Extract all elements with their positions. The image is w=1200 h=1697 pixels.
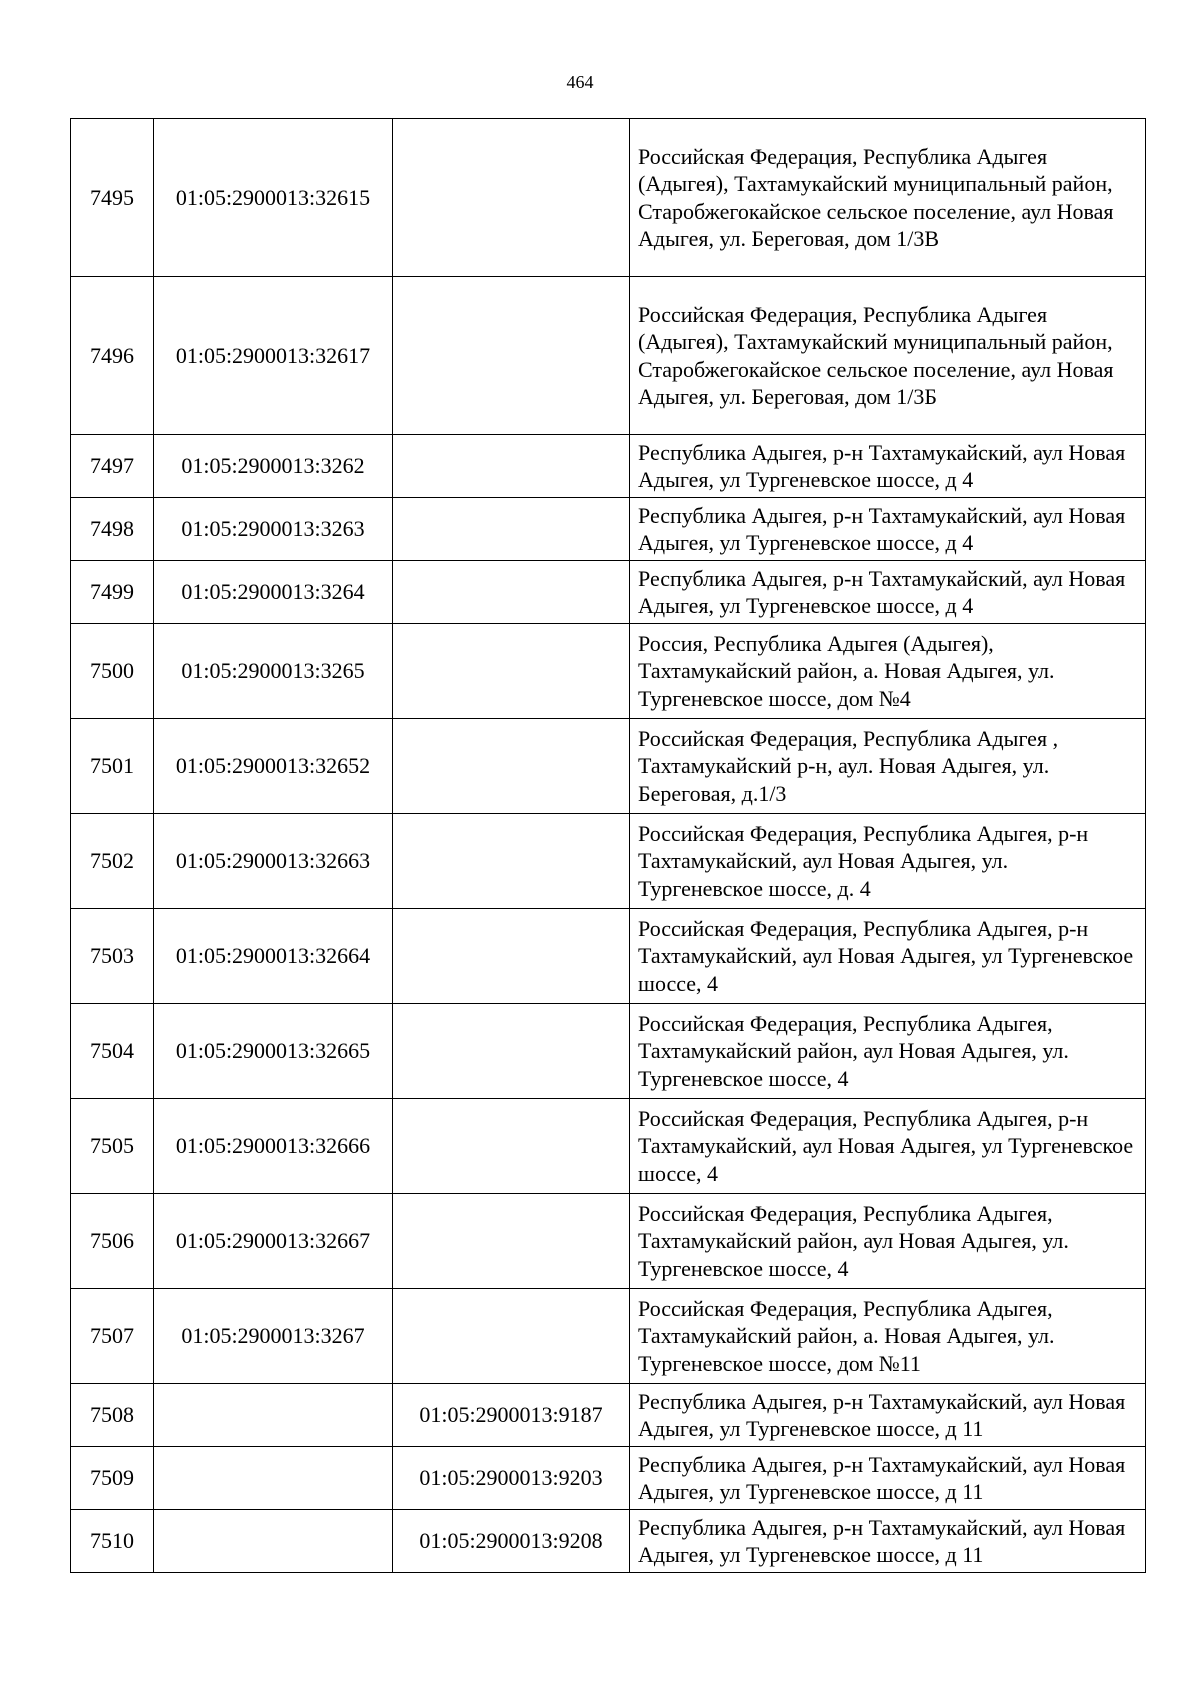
address: Россия, Республика Адыгея (Адыгея), Тахтамукайский район, а. Новая Адыгея, ул. Тургеневское шоссе, дом №4: [630, 624, 1146, 719]
cadastral-number: 01:05:2900013:32667: [154, 1194, 393, 1289]
parent-cadastral-number: [393, 435, 630, 498]
row-number: 7495: [71, 119, 154, 277]
address: Республика Адыгея, р-н Тахтамукайский, аул Новая Адыгея, ул Тургеневское шоссе, д 4: [630, 498, 1146, 561]
table-body: [71, 119, 1146, 1573]
parent-cadastral-number: [393, 1004, 630, 1099]
row-number: 7496: [71, 277, 154, 435]
cadastral-number: 01:05:2900013:3264: [154, 561, 393, 624]
address: Российская Федерация, Республика Адыгея, Тахтамукайский район, аул Новая Адыгея, ул. Тургеневское шоссе, 4: [630, 1194, 1146, 1289]
table-row: [71, 909, 1146, 1004]
row-number: 7508: [71, 1384, 154, 1447]
row-number: 7510: [71, 1510, 154, 1573]
row-number: 7497: [71, 435, 154, 498]
address: Российская Федерация, Республика Адыгея, р-н Тахтамукайский, аул Новая Адыгея, ул Тургеневское шоссе, 4: [630, 909, 1146, 1004]
cadastral-number: 01:05:2900013:32664: [154, 909, 393, 1004]
table-row: [71, 119, 1146, 277]
address: Российская Федерация, Республика Адыгея, р-н Тахтамукайский, аул Новая Адыгея, ул Тургеневское шоссе, 4: [630, 1099, 1146, 1194]
cadastral-number: 01:05:2900013:32615: [154, 119, 393, 277]
parent-cadastral-number: 01:05:2900013:9187: [393, 1384, 630, 1447]
parent-cadastral-number: [393, 1194, 630, 1289]
row-number: 7502: [71, 814, 154, 909]
parent-cadastral-number: [393, 119, 630, 277]
row-number: 7503: [71, 909, 154, 1004]
table-row: [71, 1447, 1146, 1510]
address: Республика Адыгея, р-н Тахтамукайский, аул Новая Адыгея, ул Тургеневское шоссе, д 11: [630, 1510, 1146, 1573]
row-number: 7498: [71, 498, 154, 561]
cadastral-number: 01:05:2900013:32665: [154, 1004, 393, 1099]
address: Республика Адыгея, р-н Тахтамукайский, аул Новая Адыгея, ул Тургеневское шоссе, д 4: [630, 435, 1146, 498]
cadastral-number: 01:05:2900013:3265: [154, 624, 393, 719]
table-row: [71, 1289, 1146, 1384]
parent-cadastral-number: 01:05:2900013:9208: [393, 1510, 630, 1573]
row-number: 7506: [71, 1194, 154, 1289]
row-number: 7500: [71, 624, 154, 719]
cadastral-number: 01:05:2900013:32652: [154, 719, 393, 814]
cadastral-number: 01:05:2900013:3267: [154, 1289, 393, 1384]
table-row: [71, 277, 1146, 435]
table-row: [71, 561, 1146, 624]
table-row: [71, 1510, 1146, 1573]
address: Российская Федерация, Республика Адыгея, р-н Тахтамукайский, аул Новая Адыгея, ул. Тургеневское шоссе, д. 4: [630, 814, 1146, 909]
parent-cadastral-number: [393, 561, 630, 624]
table-row: [71, 1099, 1146, 1194]
cadastral-number: [154, 1447, 393, 1510]
table-row: [71, 1194, 1146, 1289]
address: Российская Федерация, Республика Адыгея (Адыгея), Тахтамукайский муниципальный район, Старобжегокайское сельское поселение, аул Новая Адыгея, ул. Береговая, дом 1/3В: [630, 119, 1146, 277]
address: Республика Адыгея, р-н Тахтамукайский, аул Новая Адыгея, ул Тургеневское шоссе, д 11: [630, 1384, 1146, 1447]
parent-cadastral-number: [393, 909, 630, 1004]
cadastral-number: 01:05:2900013:3262: [154, 435, 393, 498]
parent-cadastral-number: [393, 1099, 630, 1194]
table-row: [71, 435, 1146, 498]
row-number: 7509: [71, 1447, 154, 1510]
row-number: 7505: [71, 1099, 154, 1194]
table-row: [71, 498, 1146, 561]
page-number: 464: [566, 72, 594, 92]
address: Российская Федерация, Республика Адыгея, Тахтамукайский район, а. Новая Адыгея, ул. Тургеневское шоссе, дом №11: [630, 1289, 1146, 1384]
row-number: 7499: [71, 561, 154, 624]
table-row: [71, 719, 1146, 814]
parent-cadastral-number: [393, 814, 630, 909]
table-row: [71, 624, 1146, 719]
registry-table: [70, 118, 1146, 1573]
cadastral-number: [154, 1384, 393, 1447]
row-number: 7501: [71, 719, 154, 814]
parent-cadastral-number: 01:05:2900013:9203: [393, 1447, 630, 1510]
table-row: [71, 814, 1146, 909]
address: Республика Адыгея, р-н Тахтамукайский, аул Новая Адыгея, ул Тургеневское шоссе, д 11: [630, 1447, 1146, 1510]
address: Республика Адыгея, р-н Тахтамукайский, аул Новая Адыгея, ул Тургеневское шоссе, д 4: [630, 561, 1146, 624]
row-number: 7504: [71, 1004, 154, 1099]
table-row: [71, 1004, 1146, 1099]
address: Российская Федерация, Республика Адыгея , Тахтамукайский р-н, аул. Новая Адыгея, ул. Береговая, д.1/3: [630, 719, 1146, 814]
cadastral-number: 01:05:2900013:32617: [154, 277, 393, 435]
cadastral-number: 01:05:2900013:32666: [154, 1099, 393, 1194]
parent-cadastral-number: [393, 624, 630, 719]
cadastral-number: 01:05:2900013:3263: [154, 498, 393, 561]
row-number: 7507: [71, 1289, 154, 1384]
parent-cadastral-number: [393, 277, 630, 435]
address: Российская Федерация, Республика Адыгея (Адыгея), Тахтамукайский муниципальный район, Старобжегокайское сельское поселение, аул Новая Адыгея, ул. Береговая, дом 1/3Б: [630, 277, 1146, 435]
address: Российская Федерация, Республика Адыгея, Тахтамукайский район, аул Новая Адыгея, ул. Тургеневское шоссе, 4: [630, 1004, 1146, 1099]
parent-cadastral-number: [393, 719, 630, 814]
cadastral-number: 01:05:2900013:32663: [154, 814, 393, 909]
table-row: [71, 1384, 1146, 1447]
parent-cadastral-number: [393, 1289, 630, 1384]
cadastral-number: [154, 1510, 393, 1573]
parent-cadastral-number: [393, 498, 630, 561]
